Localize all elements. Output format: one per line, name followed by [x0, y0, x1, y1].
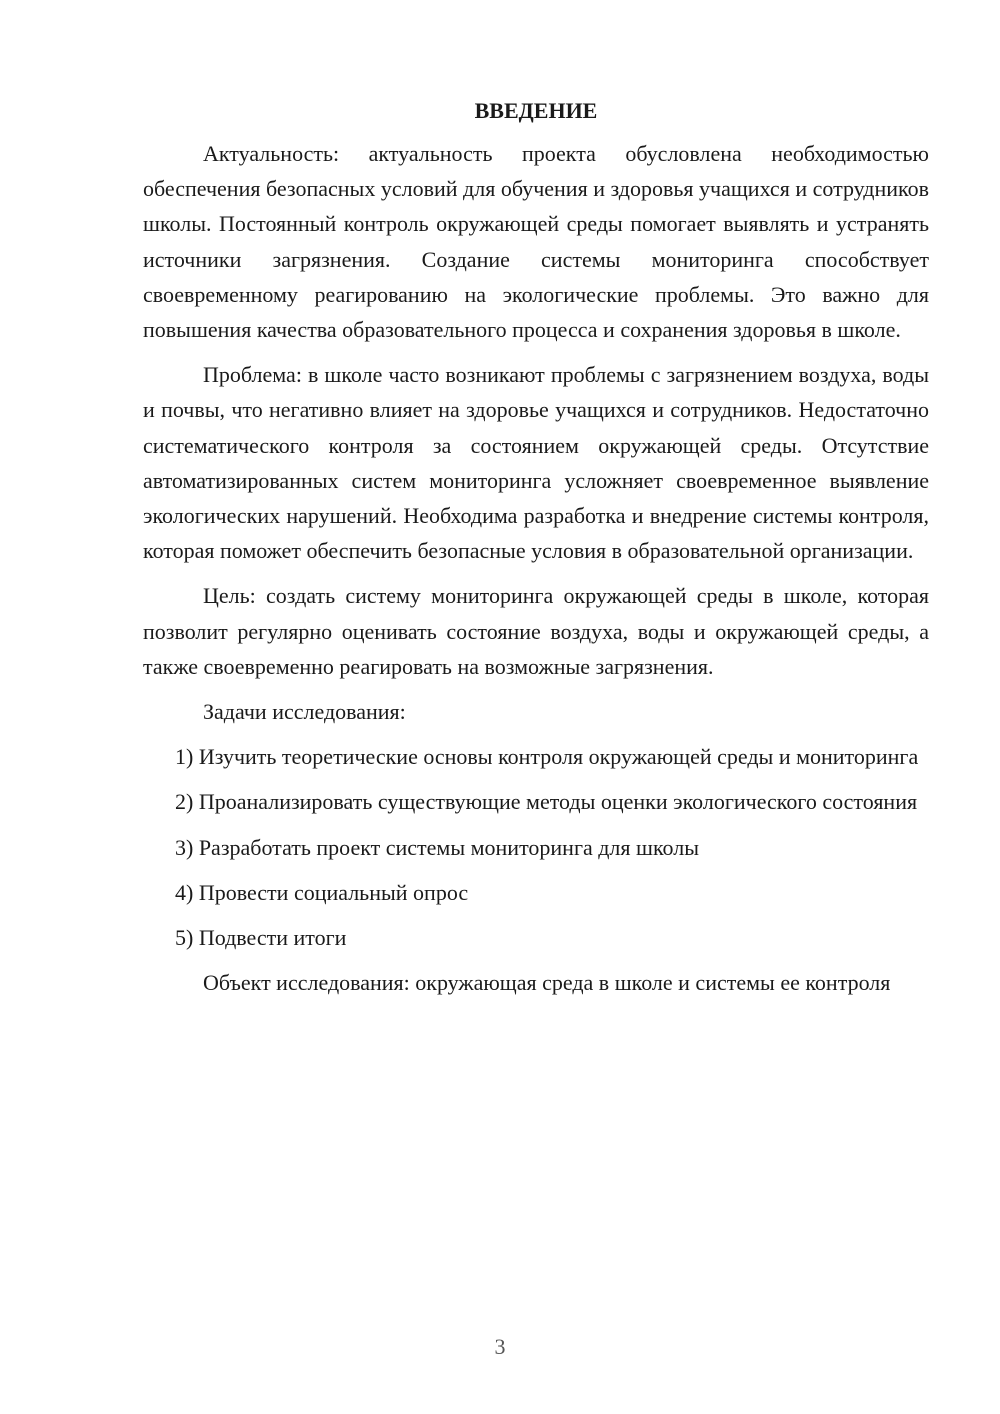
page-title: ВВЕДЕНИЕ	[474, 98, 598, 123]
tasks-heading: Задачи исследования:	[203, 699, 406, 725]
task-item-1: 1) Изучить теоретические основы контроля окружающей среды и мониторинга	[175, 744, 919, 770]
task-item-3: 3) Разработать проект системы мониторинга для школы	[175, 834, 700, 860]
goal-paragraph: Цель: создать систему мониторинга окружающей среды в школе, которая позволит регулярно оценивать состояние воздуха, воды и окружающей среды, а также своевременно реагировать на возможные загрязнения.	[143, 583, 929, 679]
page-number: 3	[494, 1334, 506, 1359]
task-item-4: 4) Провести социальный опрос	[175, 879, 469, 905]
relevance-paragraph: Актуальность: актуальность проекта обусловлена необходимостью обеспечения безопасных условий для обучения и здоровья учащихся и сотрудников школы. Постоянный контроль окружающей среды помогает выявлять и устранять источники загрязнения. Создание системы мониторинга способствует своевременному реагированию на экологические проблемы. Это важно для повышения качества образовательного процесса и сохранения здоровья в школе.	[143, 141, 929, 343]
task-item-5: 5) Подвести итоги	[175, 925, 347, 951]
document-page	[143, 93, 929, 1010]
object-paragraph: Объект исследования: окружающая среда в школе и системы ее контроля	[203, 970, 891, 996]
task-item-2: 2) Проанализировать существующие методы оценки экологического состояния	[175, 789, 918, 815]
problem-paragraph: Проблема: в школе часто возникают проблемы с загрязнением воздуха, воды и почвы, что негативно влияет на здоровье учащихся и сотрудников. Недостаточно систематического контроля за состоянием окружающей среды. Отсутствие автоматизированных систем мониторинга усложняет своевременное выявление экологических нарушений. Необходима разработка и внедрение системы контроля, которая поможет обеспечить безопасные условия в образовательной организации.	[143, 362, 929, 564]
